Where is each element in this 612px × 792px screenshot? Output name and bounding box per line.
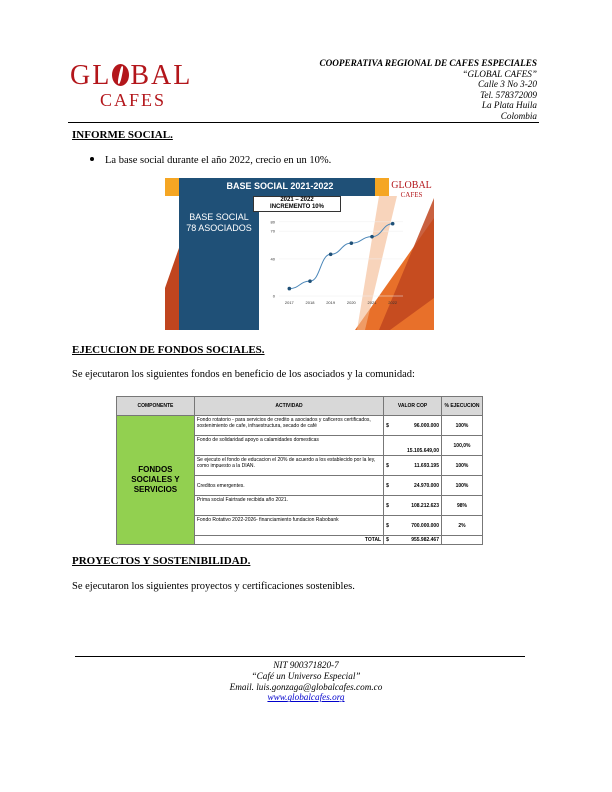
pct-cell: 2% [442,516,483,536]
y-tick-label: 80 [270,219,275,225]
pct-cell: 100% [442,456,483,476]
col-header-pct: % EJECUCION [442,397,483,416]
total-label: TOTAL [194,536,383,545]
total-pct-cell [442,536,483,545]
base-social-line-chart [263,212,413,310]
org-country: Colombia [500,110,537,121]
y-tick-label: 40 [270,256,275,262]
org-address-block [319,58,537,122]
x-tick-label: 2017 [284,300,294,305]
pct-cell: 100,0% [442,436,483,456]
y-tick-label: 0 [272,293,275,299]
activity-cell: Se ejecuto el fondo de educacion el 20% de acuerdo a los establecido por la ley, como impuesto a la DIAN. [194,456,383,476]
total-value-cell: $ 955.982.467 [384,536,442,545]
col-header-activity: ACTIVIDAD [194,397,383,416]
activity-cell: Prima social Fairtrade recibida año 2021. [194,496,383,516]
coffee-bean-icon [112,64,129,86]
org-street: Calle 3 No 3-20 [478,79,537,90]
data-point [350,241,354,245]
card-left-line1: BASE SOCIAL [189,212,249,222]
base-social-chart-card [165,178,434,330]
x-tick-label: 2021 [367,300,377,305]
deco-shape-left [165,248,179,330]
activity-cell: Fondo de solidaridad apoyo a calamidades domesticas [194,436,383,456]
social-bullet-text: La base social durante el año 2022, crecio en un 10%. [105,155,332,166]
header-rule [68,122,539,123]
activity-cell: Creditos emergentes. [194,476,383,496]
increment-line2: INCREMENTO 10% [270,204,324,210]
col-header-value: VALOR COP [384,397,442,416]
data-point [308,279,312,283]
value-cell: $ 108.212.623 [384,496,442,516]
col-header-component: COMPONENTE [117,397,195,416]
projects-heading: PROYECTOS Y SOSTENIBILIDAD. [72,555,251,567]
value-cell: $ 24.970.000 [384,476,442,496]
funds-heading: EJECUCION DE FONDOS SOCIALES. [72,344,265,356]
card-title: BASE SOCIAL 2021-2022 [226,181,334,191]
increment-line1: 2021 – 2022 [280,197,314,203]
increment-box [253,196,341,212]
data-point [288,287,292,291]
org-short-name: “GLOBAL CAFES” [462,68,537,79]
footer-rule [75,656,525,657]
x-tick-label: 2020 [346,300,356,305]
logo-word-global: GL BAL [70,60,193,91]
data-point [370,235,374,239]
social-bullet [90,155,331,166]
global-cafes-logo [70,62,200,114]
card-logo-word2: CAFES [400,191,423,199]
card-logo-word1: GLOBAL [391,180,432,191]
value-cell: $ 700.000.000 [384,516,442,536]
data-point [391,222,395,226]
data-point [329,252,333,256]
pct-cell: 100% [442,476,483,496]
logo-word-cafes: CAFES [100,90,167,110]
footer-email: Email. luis.gonzaga@globalcafes.com.co [229,681,383,692]
bullet-dot-icon [90,157,94,161]
projects-intro: Se ejecutaron los siguientes proyectos y certificaciones sostenibles. [72,581,355,592]
pct-cell: 98% [442,496,483,516]
pct-cell: 100% [442,416,483,436]
org-phone: Tel. 578372009 [480,89,537,100]
series-line [289,224,392,289]
x-tick-label: 2022 [388,300,398,305]
funds-table-header-row [117,397,483,416]
value-cell: $ 11.693.195 [384,456,442,476]
footer [0,660,612,703]
y-tick-label: 70 [270,228,275,234]
funds-table [116,396,483,545]
activity-cell: Fondo rotatorio - para servicios de credito a asociados y caficeros certificados, sostenimiento de cafe, infraestructura, secado de café [194,416,383,436]
social-report-heading: INFORME SOCIAL. [72,129,173,141]
footer-nit: NIT 900371820-7 [273,660,339,670]
value-cell: 15.105.649,00 [384,436,442,456]
footer-website-link[interactable]: www.globalcafes.org [267,692,345,703]
x-tick-label: 2019 [326,300,336,305]
value-cell: $ 96.000.000 [384,416,442,436]
footer-slogan: “Café un Universo Especial” [251,670,361,681]
x-tick-label: 2018 [305,300,315,305]
activity-cell: Fondo Rotativo 2022-2026- financiamiento fundacion Rabobank [194,516,383,536]
funds-intro: Se ejecutaron los siguientes fondos en beneficio de los asociados y la comunidad: [72,369,415,380]
org-name: COOPERATIVA REGIONAL DE CAFES ESPECIALES [319,58,537,68]
table-row [117,416,483,436]
card-left-line2: 78 ASOCIADOS [186,223,252,233]
component-cell: FONDOS SOCIALES Y SERVICIOS [117,416,195,545]
org-city: La Plata Huila [481,100,537,111]
